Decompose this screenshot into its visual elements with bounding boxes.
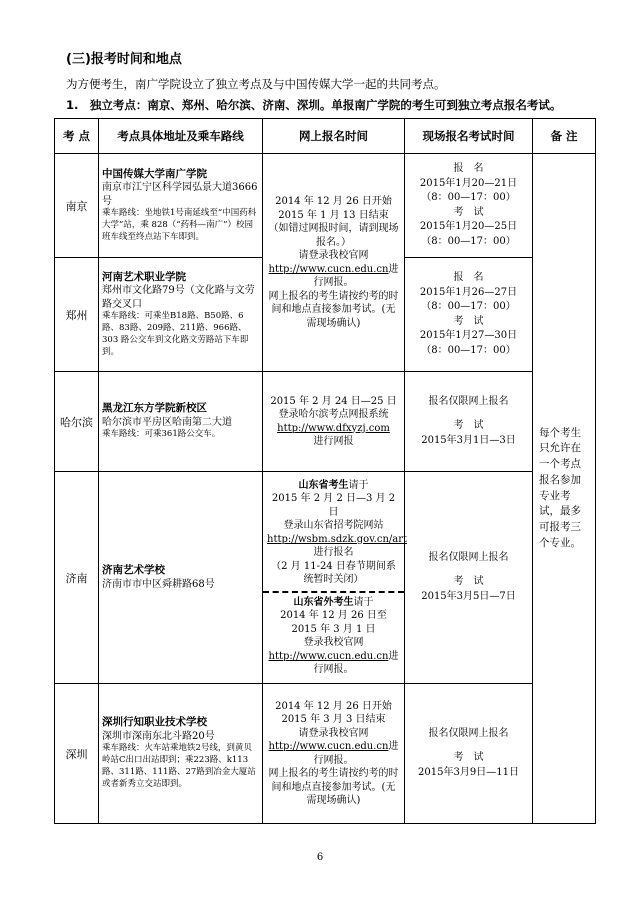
online-line: 登录山东省招考院网站 bbox=[283, 520, 384, 531]
shandong-label: 山东省考生 bbox=[298, 479, 349, 491]
venue-name: 济南艺术学校 bbox=[102, 563, 165, 576]
header-onsite: 现场报名考试时间 bbox=[405, 119, 533, 154]
online-line: 2014 年 12 月 26 日开始 bbox=[275, 700, 392, 712]
city-harbin: 哈尔滨 bbox=[55, 372, 99, 472]
header-address: 考点具体地址及乘车路线 bbox=[99, 119, 263, 154]
section-title: (三)报考时间和地点 bbox=[66, 52, 182, 67]
address-zhengzhou bbox=[99, 258, 263, 372]
header-city: 考 点 bbox=[55, 119, 99, 154]
header-online: 网上报名时间 bbox=[263, 119, 405, 154]
onsite-line: 2015年3月1日—3日 bbox=[421, 434, 516, 446]
venue-address: 郑州市文化路79号（文化路与文劳路交叉口 bbox=[102, 285, 255, 310]
exam-locations-table bbox=[54, 118, 596, 824]
table-header-row bbox=[55, 119, 596, 154]
onsite-jinan bbox=[405, 472, 533, 684]
online-line: 请于 bbox=[353, 596, 374, 608]
online-line: 网上报名的考生请按约考的时间和地点直接参加考试。(无需现场确认) bbox=[268, 768, 399, 806]
onsite-line: 考 试 bbox=[453, 315, 484, 327]
venue-address: 深圳市深南东北斗路20号 bbox=[102, 731, 215, 743]
online-line: 2015 年 2 月 2 日—3 月 2 日 bbox=[271, 493, 396, 518]
bus-route: 乘车路线：可乘坐B18路、B50路、6路、83路、209路、211路、966路、303 路公交车到文化路文劳路站下车即到。 bbox=[102, 310, 249, 357]
online-registration-harbin bbox=[263, 372, 405, 472]
onsite-line: 2015年3月9日—11日 bbox=[418, 766, 519, 778]
city-shenzhen: 深圳 bbox=[55, 684, 99, 824]
onsite-line: 考 试 bbox=[453, 420, 484, 432]
intro-text: 为方便考生，南广学院设立了独立考点及与中国传媒大学一起的共同考点。 bbox=[66, 77, 446, 91]
onsite-line: （8：00—17：00） bbox=[421, 344, 516, 356]
official-site-link[interactable]: http://www.cucn.edu.cn bbox=[268, 741, 389, 752]
shandong-site-link[interactable]: http://wsbm.sdzk.gov.cn/art bbox=[267, 533, 408, 545]
online-line: （如错过网报时间，请到现场报名。） bbox=[268, 223, 399, 248]
table-row-jinan bbox=[55, 472, 596, 684]
table-row-shenzhen bbox=[55, 684, 596, 824]
address-jinan bbox=[99, 472, 263, 684]
online-line: 2015 年 1 月 13 日结束 bbox=[278, 209, 389, 221]
onsite-shenzhen bbox=[405, 684, 533, 824]
onsite-line: 报 名 bbox=[453, 163, 484, 174]
venue-name: 中国传媒大学南广学院 bbox=[102, 167, 207, 180]
onsite-line: （8：00—17：00） bbox=[421, 192, 516, 203]
online-line: 2015 年 3 月 1 日 bbox=[291, 623, 376, 635]
address-harbin bbox=[99, 372, 263, 472]
onsite-line: 报名仅限网上报名 bbox=[428, 727, 509, 739]
bus-route: 乘车路线：坐地铁1号南延线至“中国药科大学”站，乘 828（“药科—南广”）校园班车线至终点站下车即到。 bbox=[102, 207, 257, 242]
venue-name: 黑龙江东方学院新校区 bbox=[102, 402, 207, 415]
online-registration-nj-zz bbox=[263, 154, 405, 372]
venue-address: 济南市市中区舜耕路68号 bbox=[102, 578, 215, 590]
onsite-nanjing bbox=[405, 154, 533, 258]
onsite-line: 2015年1月26—27日 bbox=[419, 286, 518, 298]
city-zhengzhou: 郑州 bbox=[55, 258, 99, 372]
onsite-harbin bbox=[405, 372, 533, 472]
online-line: 网上报名的考生请按约考的时间和地点直接参加考试。(无需现场确认) bbox=[268, 290, 399, 329]
venue-address: 哈尔滨市平房区哈南第二大道 bbox=[102, 416, 232, 428]
venue-address: 南京市江宁区科学园弘景大道3666号 bbox=[102, 182, 258, 207]
note-cell: 每个考生只允许在一个考点报名参加专业考试，最多可报考三个专业。 bbox=[533, 154, 596, 824]
onsite-line: 报 名 bbox=[453, 272, 484, 283]
bus-route: 乘车路线：火车站乘地铁2号线，到黄贝岭站C出口出站即到；乘223路、k113 路、311路、111路、27路到冶金大厦站或者新秀立交站即到。 bbox=[102, 743, 256, 789]
onsite-line: 考 试 bbox=[453, 576, 484, 588]
address-shenzhen bbox=[99, 684, 263, 824]
bus-route: 乘车路线：可乘361路公交车。 bbox=[102, 429, 221, 440]
table-row-harbin bbox=[55, 372, 596, 472]
online-line: 进行网报。 bbox=[313, 741, 399, 766]
online-line: 进行网报 bbox=[313, 436, 354, 447]
table-row-nanjing bbox=[55, 154, 596, 258]
official-site-link[interactable]: http://www.cucn.edu.cn bbox=[268, 650, 389, 662]
onsite-line: 2015年3月5日—7日 bbox=[421, 590, 516, 602]
online-line: 2014 年 12 月 26 日开始 bbox=[275, 196, 392, 207]
page-number: 6 bbox=[316, 852, 324, 863]
onsite-zhengzhou bbox=[405, 258, 533, 372]
point-1-heading: 1. 独立考点：南京、郑州、哈尔滨、济南、深圳。单报南广学院的考生可到独立考点报名考试。 bbox=[66, 98, 562, 112]
online-line: 进行网报。 bbox=[313, 263, 399, 288]
online-registration-shenzhen bbox=[263, 684, 405, 824]
onsite-line: 考 试 bbox=[453, 206, 484, 218]
city-jinan: 济南 bbox=[55, 472, 99, 684]
onsite-line: 2015年1月27—30日 bbox=[419, 330, 518, 341]
onsite-line: 考 试 bbox=[453, 752, 484, 764]
online-line: 2015 年 2 月 24 日—25 日 bbox=[270, 395, 397, 407]
header-note: 备 注 bbox=[533, 119, 596, 154]
online-line: 登录哈尔滨考点网报系统 bbox=[278, 409, 389, 420]
dashed-divider bbox=[263, 591, 404, 593]
venue-name: 河南艺术职业学院 bbox=[102, 270, 186, 283]
onsite-line: 报名仅限网上报名 bbox=[428, 551, 509, 563]
out-of-province-label: 山东省外考生 bbox=[293, 596, 354, 608]
online-line: 请登录我校官网 bbox=[298, 250, 369, 261]
online-line: 2014 年 12 月 26 日至 bbox=[280, 610, 387, 621]
online-line: 请登录我校官网 bbox=[298, 727, 369, 739]
harbin-site-link[interactable]: http://www.dfxyzj.com bbox=[277, 422, 390, 434]
onsite-line: （8：00—17：00） bbox=[421, 235, 516, 247]
address-nanjing bbox=[99, 154, 263, 258]
onsite-line: （8：00—17：00） bbox=[421, 301, 516, 312]
online-registration-jinan bbox=[263, 472, 408, 684]
online-line: 2015 年 3 月 3 日结束 bbox=[281, 714, 386, 725]
onsite-line: 2015年1月20—21日 bbox=[419, 177, 518, 189]
online-line: 登录我校官网 bbox=[303, 637, 364, 648]
city-nanjing: 南京 bbox=[55, 154, 99, 258]
online-line: 请于 bbox=[348, 479, 369, 491]
venue-name: 深圳行知职业技术学校 bbox=[102, 716, 207, 729]
onsite-line: 报名仅限网上报名 bbox=[428, 395, 509, 407]
official-site-link[interactable]: http://www.cucn.edu.cn bbox=[268, 263, 389, 275]
onsite-line: 2015年1月20—25日 bbox=[419, 221, 518, 232]
online-line: （2 月 11-24 日春节期间系统暂时关闭） bbox=[271, 560, 396, 585]
online-line: 进行报名 bbox=[313, 547, 354, 558]
online-line: 进行网报。 bbox=[313, 650, 399, 675]
